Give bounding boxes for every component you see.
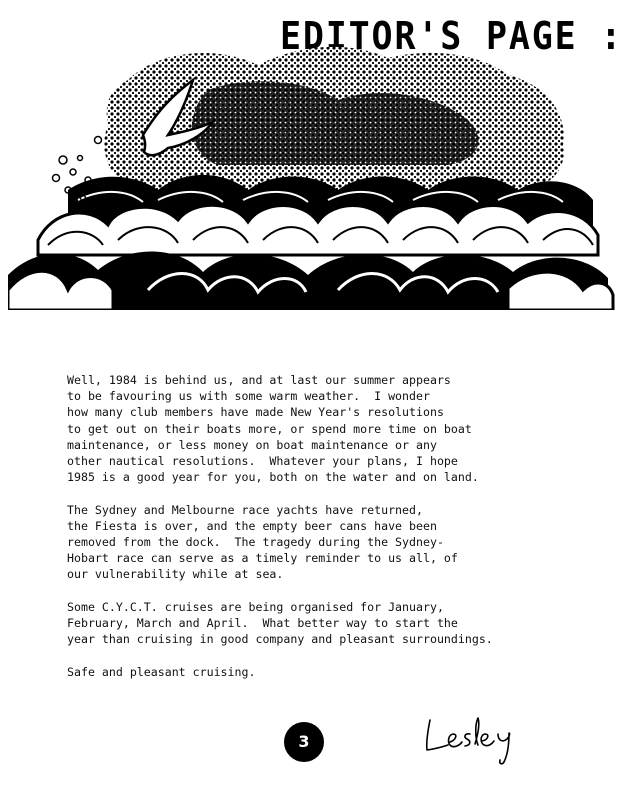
text-line: year than cruising in good company and pleasant surroundings.	[67, 632, 493, 647]
text-line: other nautical resolutions. Whatever your plans, I hope	[67, 454, 458, 469]
text-line: removed from the dock. The tragedy during the Sydney-	[67, 535, 444, 550]
paragraph	[67, 599, 607, 648]
text-line: Well, 1984 is behind us, and at last our summer appears	[67, 373, 451, 387]
paragraph	[67, 502, 607, 583]
seascape-illustration	[8, 40, 618, 310]
body-text	[67, 372, 607, 680]
text-line: Hobart race can serve as a timely reminder to us all, of	[67, 551, 458, 566]
text-line: Some C.Y.C.T. cruises are being organised for January,	[67, 599, 444, 614]
text-line: to be favouring us with some warm weather. I wonder	[67, 389, 430, 404]
page-number-badge: 3	[284, 722, 324, 762]
text-line: our vulnerability while at sea.	[67, 567, 284, 582]
text-line: The Sydney and Melbourne race yachts have returned,	[67, 502, 423, 517]
text-line: how many club members have made New Year's resolutions	[67, 405, 444, 420]
text-line: maintenance, or less money on boat maintenance or any	[67, 437, 437, 452]
closing-line	[67, 664, 607, 680]
text-line: 1985 is a good year for you, both on the water and on land.	[67, 470, 479, 485]
handwritten-signature	[420, 712, 530, 767]
text-line: to get out on their boats more, or spend more time on boat	[67, 421, 472, 436]
text-line: February, March and April. What better way to start the	[67, 616, 458, 631]
paragraph	[67, 372, 607, 485]
page-title: EDITOR'S PAGE :	[280, 14, 624, 58]
text-line: Safe and pleasant cruising.	[67, 664, 256, 679]
text-line: the Fiesta is over, and the empty beer cans have been	[67, 518, 437, 533]
